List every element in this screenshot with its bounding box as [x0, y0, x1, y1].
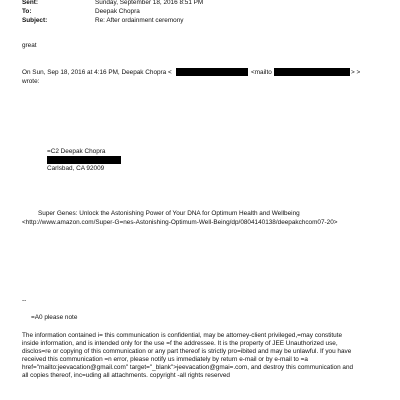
book-link[interactable]: <http://www.amazon.com/Super-G=nes-Astonishing-Optimum-Well-Being/dp/0804140138/deepakchcom07-20>: [22, 219, 338, 226]
redaction-block: [47, 156, 121, 164]
to-value: Deepak Chopra: [95, 8, 140, 15]
subject-label: Subject:: [22, 17, 48, 24]
wrote-label: wrote:: [22, 78, 40, 85]
quote-attribution: On Sun, Sep 18, 2016 at 4:16 PM, Deepak Chopra <: [22, 69, 172, 76]
to-label: To:: [22, 8, 32, 15]
disclaimer-line: href="mailto:jeevacation@gmail.com" target="_blank">jeevacation@gmai=.com, and destroy this communication and: [22, 364, 354, 371]
sent-label: Sent:: [22, 0, 38, 6]
disclaimer-line: The information contained i= this communication is confidential, may be attorney-client privileged,=may constitute: [22, 332, 343, 339]
mailto-label: <mailto: [251, 69, 272, 76]
disclaimer-line: all copies thereof, inc=uding all attachments. copyright -all rights reserved: [22, 372, 230, 379]
reply-text: great: [22, 42, 37, 49]
disclaimer-paragraph: [22, 332, 398, 380]
disclaimer-line: received this communication =n error, please notify us immediately by return e-mail or by e-mail to =a: [22, 356, 308, 363]
note-text: =A0 please note: [31, 314, 78, 321]
quote-suffix: > >: [351, 69, 361, 76]
signature-location: Carlsbad, CA 92009: [47, 165, 105, 172]
disclaimer-line: inside information, and is intended only for the use =f the addressee. It is the property of JEE Unauthorized use,: [22, 340, 338, 347]
signature-name: =C2 Deepak Chopra: [47, 148, 106, 155]
redaction-block: [274, 68, 350, 76]
book-title-line: Super Genes: Unlock the Astonishing Power of Your DNA for Optimum Health and Wellbeing: [38, 210, 300, 217]
signature-separator: --: [22, 297, 27, 304]
redaction-block: [176, 68, 248, 76]
subject-value: Re: After ordainment ceremony: [95, 17, 184, 24]
sent-value: Sunday, September 18, 2016 8:51 PM: [95, 0, 204, 6]
disclaimer-line: disclos=re or copying of this communication or any part thereof is strictly pro=ibited and may be unlawful. If you have: [22, 348, 352, 355]
